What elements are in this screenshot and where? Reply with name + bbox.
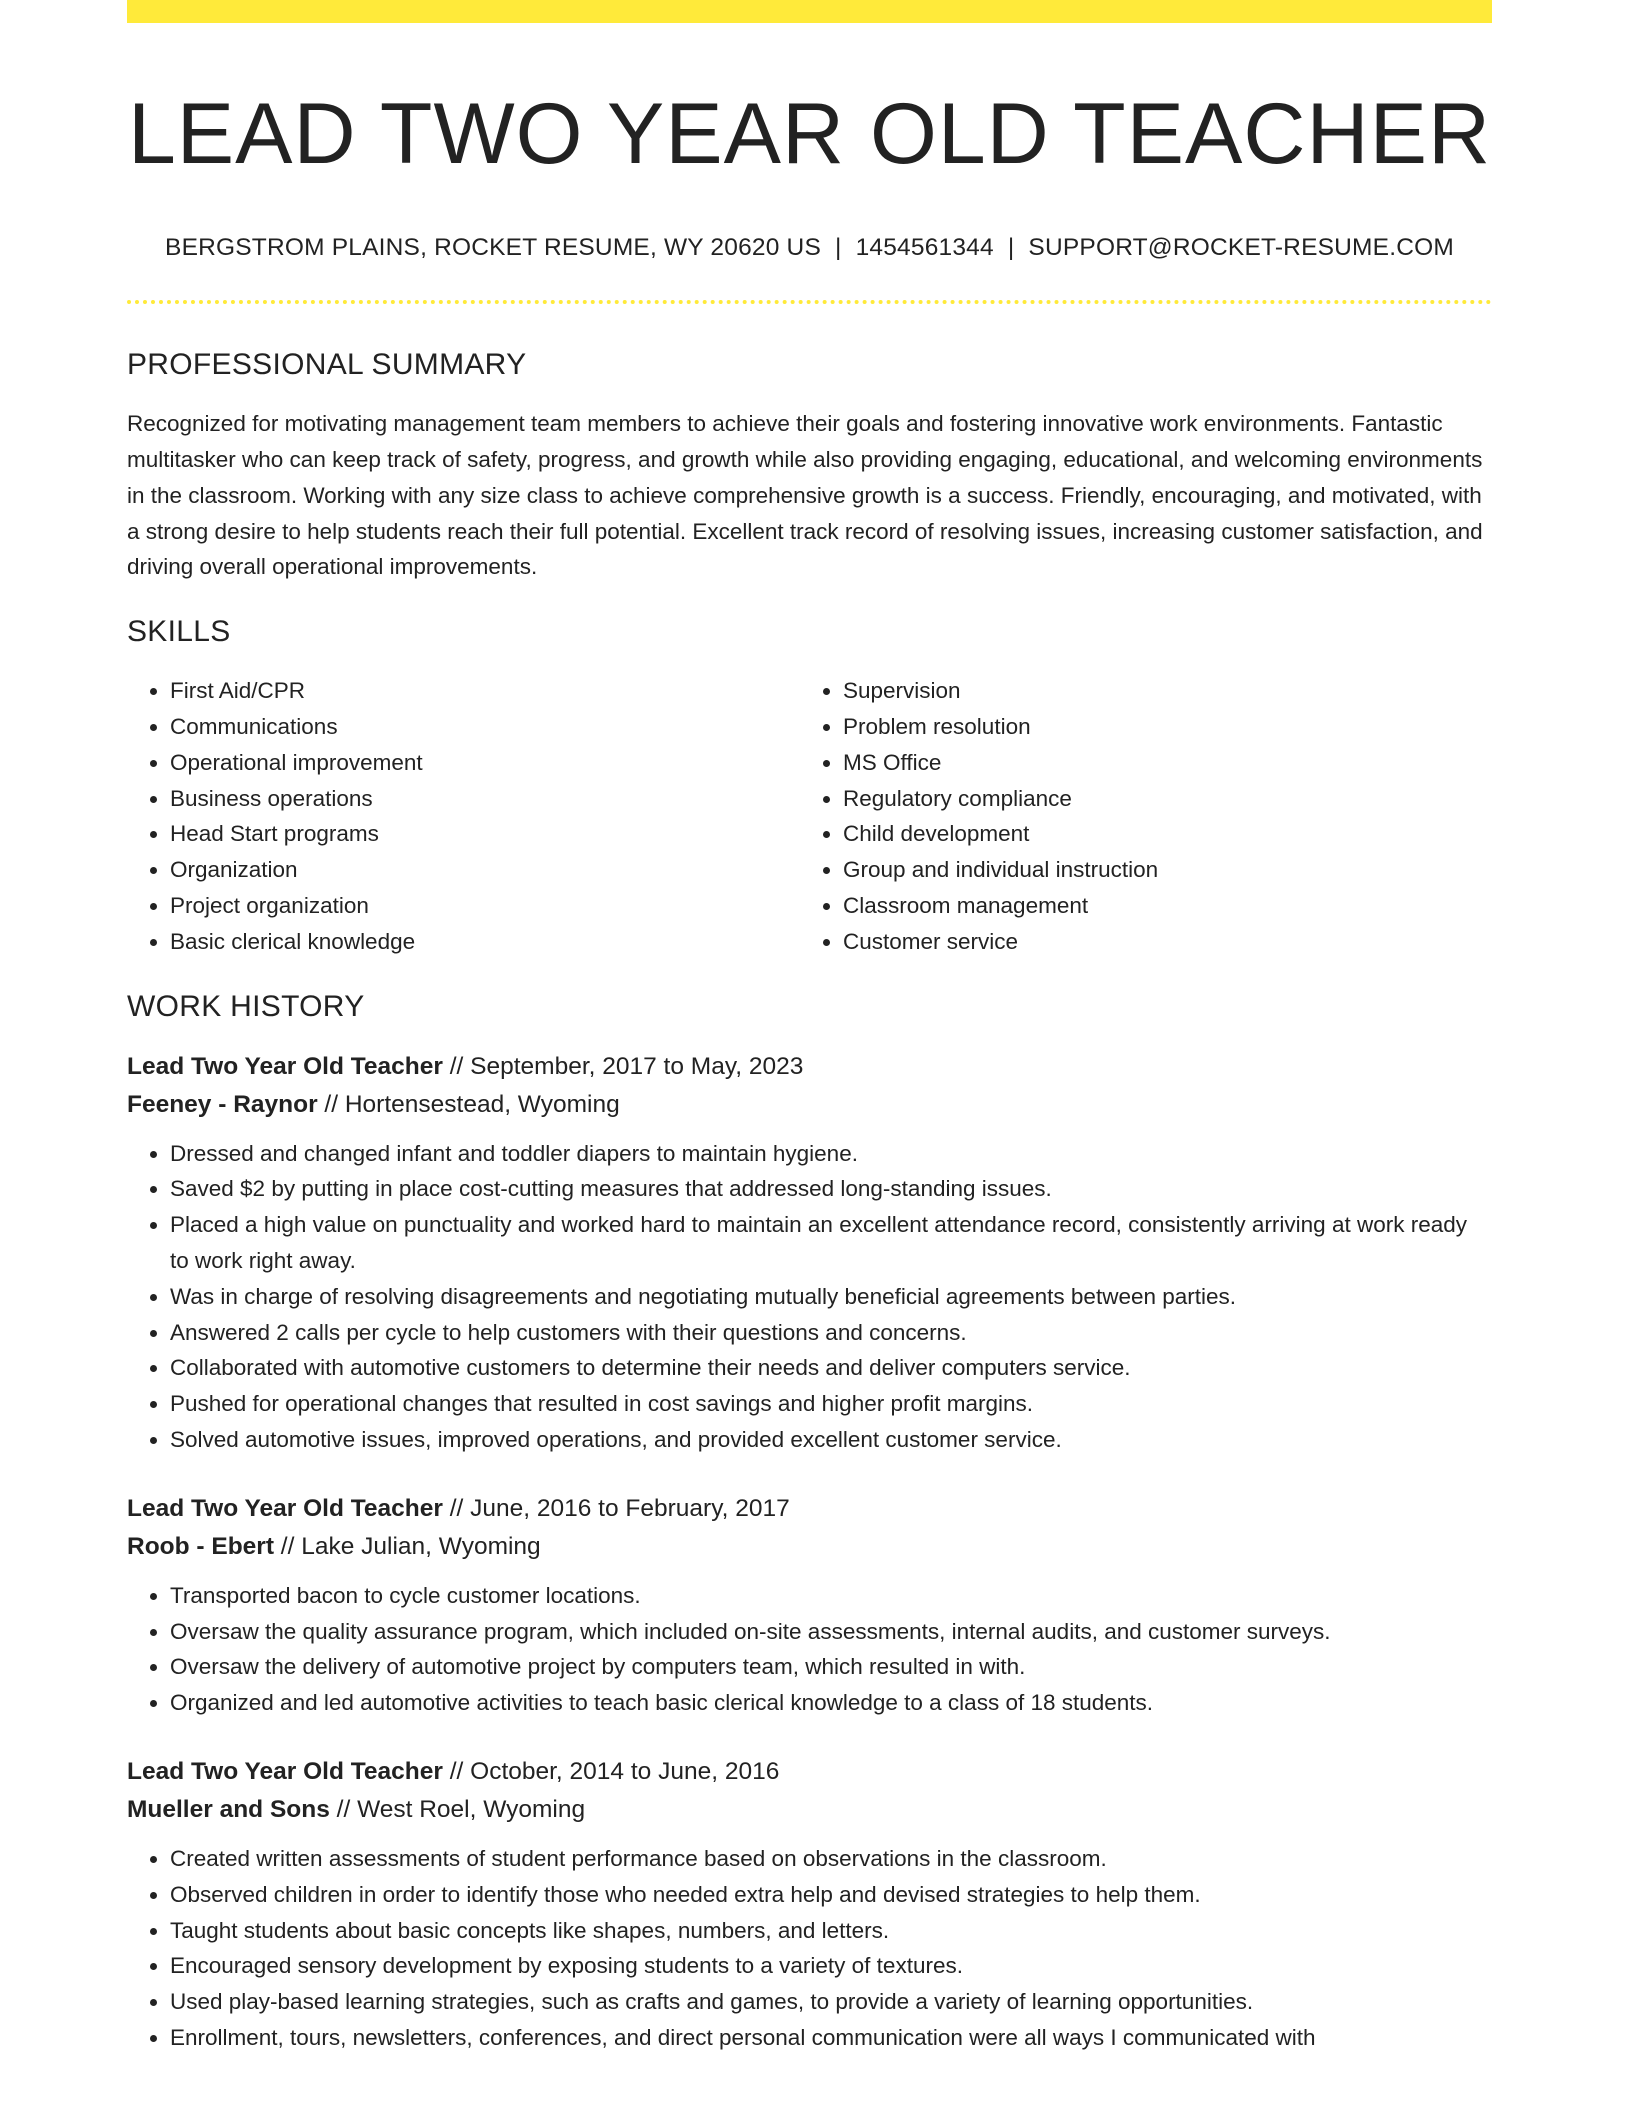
job-company-line <box>127 1086 1492 1124</box>
job-location: // Hortensestead, Wyoming <box>317 1090 620 1118</box>
skill-item: • Project organization <box>170 888 800 924</box>
job-bullet: • Encouraged sensory development by exposing students to a variety of textures. <box>170 1948 1492 1984</box>
job-company: Roob - Ebert <box>127 1532 274 1560</box>
job-role: Lead Two Year Old Teacher <box>127 1052 443 1080</box>
skill-item: • Basic clerical knowledge <box>170 924 800 960</box>
skill-item: • MS Office <box>843 745 1473 781</box>
job-role-line <box>127 1753 1492 1791</box>
skills-column-1 <box>127 673 800 959</box>
job-dates: // September, 2017 to May, 2023 <box>442 1052 804 1080</box>
job-company-line <box>127 1528 1492 1566</box>
skill-item: • Classroom management <box>843 888 1473 924</box>
job-company: Feeney - Raynor <box>127 1090 318 1118</box>
job-bullet: • Used play-based learning strategies, such as crafts and games, to provide a variety of learning opportunities. <box>170 1984 1492 2020</box>
job-bullet: • Solved automotive issues, improved operations, and provided excellent customer service. <box>170 1422 1492 1458</box>
job-role-line <box>127 1048 1492 1086</box>
resume-name: LEAD TWO YEAR OLD TEACHER <box>127 86 1492 182</box>
job-entry <box>127 1048 1492 1458</box>
job-bullet: • Collaborated with automotive customers to determine their needs and deliver computers service. <box>170 1350 1492 1386</box>
job-bullet: • Oversaw the quality assurance program, which included on-site assessments, internal audits, and customer surveys. <box>170 1614 1492 1650</box>
skill-item: • Supervision <box>843 673 1473 709</box>
contact-separator: | <box>1007 234 1015 262</box>
job-bullet: • Was in charge of resolving disagreements and negotiating mutually beneficial agreements between parties. <box>170 1279 1492 1315</box>
accent-top-bar <box>127 0 1492 23</box>
job-bullet: • Pushed for operational changes that resulted in cost savings and higher profit margins. <box>170 1386 1492 1422</box>
job-bullet: • Dressed and changed infant and toddler diapers to maintain hygiene. <box>170 1136 1492 1172</box>
skill-item: • Customer service <box>843 924 1473 960</box>
skill-item: • Business operations <box>170 781 800 817</box>
contact-separator: | <box>835 234 842 262</box>
job-location: // West Roel, Wyoming <box>329 1795 586 1823</box>
job-entry <box>127 1490 1492 1721</box>
contact-email: SUPPORT@ROCKET-RESUME.COM <box>1028 234 1454 262</box>
skill-item: • Operational improvement <box>170 745 800 781</box>
job-bullet: • Transported bacon to cycle customer locations. <box>170 1578 1492 1614</box>
job-bullets <box>127 1578 1492 1721</box>
work-history-heading: WORK HISTORY <box>127 989 365 1023</box>
job-bullets <box>127 1841 1492 2056</box>
job-bullet: • Answered 2 calls per cycle to help customers with their questions and concerns. <box>170 1315 1492 1351</box>
job-bullet: • Enrollment, tours, newsletters, conferences, and direct personal communication were all ways I communicated with <box>170 2020 1492 2056</box>
summary-text: Recognized for motivating management team members to achieve their goals and fostering innovative work environments. Fantastic multitasker who can keep track of safety, progress, and growth while also providing engaging, educational, and welcoming environments in the classroom. Working with any size class to achieve comprehensive growth is a success. Friendly, encouraging, and motivated, with a strong desire to help students reach their full potential. Excellent track record of resolving issues, increasing customer satisfaction, and driving overall operational improvements. <box>127 411 1483 580</box>
job-bullet: • Observed children in order to identify those who needed extra help and devised strategies to help them. <box>170 1877 1492 1913</box>
contact-address: BERGSTROM PLAINS, ROCKET RESUME, WY 20620 US <box>165 234 821 262</box>
job-company-line <box>127 1791 1492 1829</box>
skill-item: • Child development <box>843 816 1473 852</box>
job-bullets <box>127 1136 1492 1458</box>
skills-list <box>127 673 1492 959</box>
job-dates: // June, 2016 to February, 2017 <box>442 1494 790 1522</box>
skill-item: • Communications <box>170 709 800 745</box>
skill-item: • Problem resolution <box>843 709 1473 745</box>
job-bullet: • Created written assessments of student performance based on observations in the classroom. <box>170 1841 1492 1877</box>
job-role-line <box>127 1490 1492 1528</box>
job-role: Lead Two Year Old Teacher <box>127 1757 443 1785</box>
summary-heading: PROFESSIONAL SUMMARY <box>127 348 527 382</box>
job-entry <box>127 1753 1492 2056</box>
job-company: Mueller and Sons <box>127 1795 330 1823</box>
job-location: // Lake Julian, Wyoming <box>274 1532 541 1560</box>
skill-item: • Regulatory compliance <box>843 781 1473 817</box>
job-bullet: • Oversaw the delivery of automotive project by computers team, which resulted in with. <box>170 1649 1492 1685</box>
skills-column-2 <box>800 673 1473 959</box>
job-bullet: • Placed a high value on punctuality and worked hard to maintain an excellent attendance record, consistently arriving at work ready to work right away. <box>170 1207 1492 1279</box>
job-bullet: • Taught students about basic concepts like shapes, numbers, and letters. <box>170 1913 1492 1949</box>
job-bullet: • Organized and led automotive activities to teach basic clerical knowledge to a class of 18 students. <box>170 1685 1492 1721</box>
contact-phone: 1454561344 <box>855 234 994 262</box>
resume-page <box>127 0 1492 2056</box>
dotted-divider <box>127 300 1492 304</box>
job-dates: // October, 2014 to June, 2016 <box>442 1757 780 1785</box>
skill-item: • First Aid/CPR <box>170 673 800 709</box>
job-role: Lead Two Year Old Teacher <box>127 1494 443 1522</box>
contact-line <box>127 234 1492 262</box>
skill-item: • Organization <box>170 852 800 888</box>
job-bullet: • Saved $2 by putting in place cost-cutting measures that addressed long-standing issues. <box>170 1171 1492 1207</box>
skills-heading: SKILLS <box>127 615 231 649</box>
skill-item: • Head Start programs <box>170 816 800 852</box>
skill-item: • Group and individual instruction <box>843 852 1473 888</box>
